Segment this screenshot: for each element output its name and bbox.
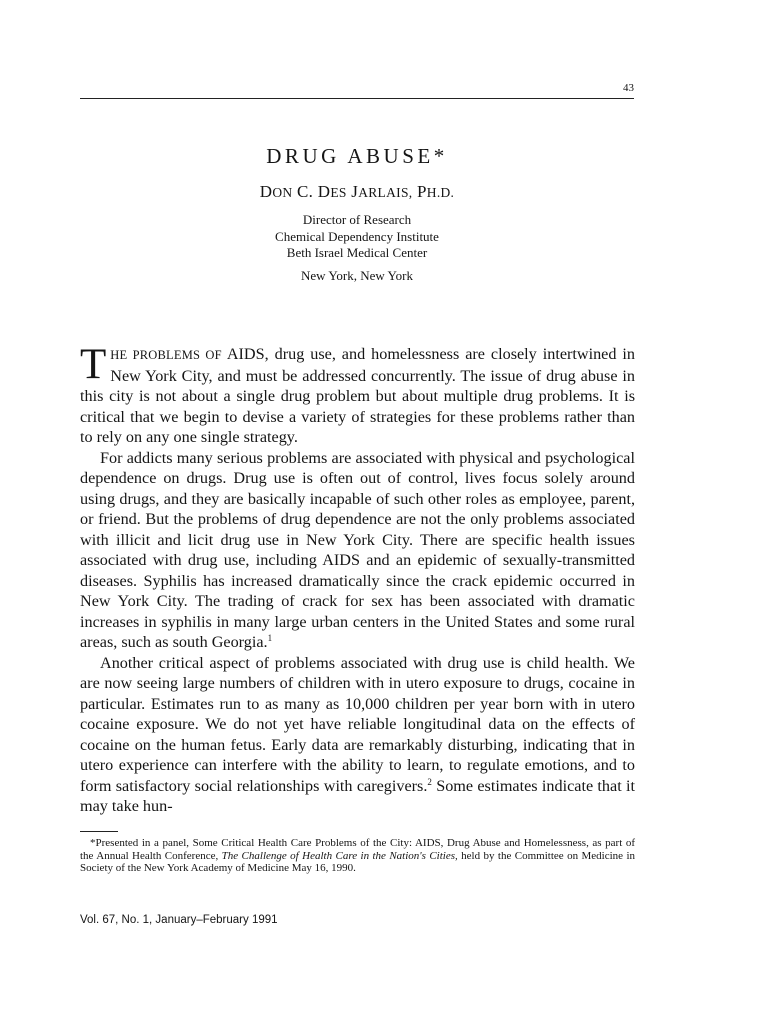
author-smallcaps: ON	[272, 185, 293, 200]
author-initial: P	[417, 182, 427, 201]
header-rule	[80, 98, 634, 99]
footnote-italic: The Challenge of Health Care in the Nation's Cities,	[221, 849, 458, 862]
footnote	[80, 837, 635, 875]
affiliation-institute: Chemical Dependency Institute	[275, 229, 439, 244]
paragraph-3-text: Another critical aspect of problems associated with drug use is child health. We are now seeing large numbers of children with in utero exposure to drugs, cocaine in particular. Estimates run to as many as 10,000 children per year born with in utero cocaine exposure. We do not yet have reliable longitudinal data on the effects of cocaine on the human fetus. Early data are remarkably disturbing, indicating that in utero experience can interfere with the ability to learn, to regulate emotions, and to form satisfactory social relationships with caregivers.	[80, 653, 635, 795]
footnote-rule	[80, 831, 118, 832]
paragraph-2-text: For addicts many serious problems are associated with physical and psychological dependence on drugs. Drug use is often out of control, lives focus solely around using drugs, and they are basically incapable of such other roles as employee, parent, or friend. But the problems of drug dependence are not the only problems associated with illicit and licit drug use in New York City. There are specific health issues associated with drug use, including AIDS and an epidemic of sexually-transmitted diseases. Syphilis has increased dramatically since the crack epidemic occurred in New York City. The trading of crack for sex has been associated with dramatic increases in syphilis in many large urban centers in the United States and some rural areas, such as south Georgia.	[80, 448, 635, 651]
paragraph-1-text: AIDS, drug use, and homelessness are closely intertwined in New York City, and must be addressed concurrently. The issue of drug abuse in this city is not about a single drug problem but about multiple drug problems. It is critical that we begin to devise a variety of strategies for these problems rather than to rely on any one single strategy.	[80, 345, 635, 446]
author-smallcaps: ARLAIS,	[358, 185, 413, 200]
reference-2: 2	[427, 776, 432, 787]
drop-cap: T	[80, 341, 107, 388]
affiliation-center: Beth Israel Medical Center	[286, 245, 428, 260]
footnote-text-end: held by the Committee on Medicine in Society of the New York Academy of Medicine May 16, 1990.	[80, 849, 636, 874]
lead-smallcaps: HE PROBLEMS OF	[110, 348, 222, 362]
author-middle: C.	[297, 182, 314, 201]
author-smallcaps: ES	[330, 185, 347, 200]
paragraph-3-tail: Some estimates indicate that it may take hun-	[80, 776, 635, 815]
paragraph-2	[80, 448, 635, 653]
author-name	[0, 182, 714, 202]
affiliation-location: New York, New York	[301, 268, 413, 283]
author-smallcaps: H.D.	[426, 185, 455, 200]
affiliation-title: Director of Research	[302, 212, 412, 227]
author-initial: D	[317, 182, 331, 201]
page-number: 43	[623, 82, 634, 94]
author-initial: D	[259, 182, 273, 201]
journal-footer: Vol. 67, No. 1, January–February 1991	[80, 914, 278, 926]
footnote-text: *Presented in a panel, Some Critical Health Care Problems of the City: AIDS, Drug Abuse and Homelessness, as part of the Annual Health Conference,	[80, 837, 635, 862]
article-body	[80, 341, 635, 817]
paragraph-3	[80, 653, 635, 817]
article-title: DRUG ABUSE*	[266, 144, 448, 168]
author-initial: J	[351, 182, 359, 201]
paragraph-1	[80, 341, 635, 448]
reference-1: 1	[267, 633, 273, 643]
